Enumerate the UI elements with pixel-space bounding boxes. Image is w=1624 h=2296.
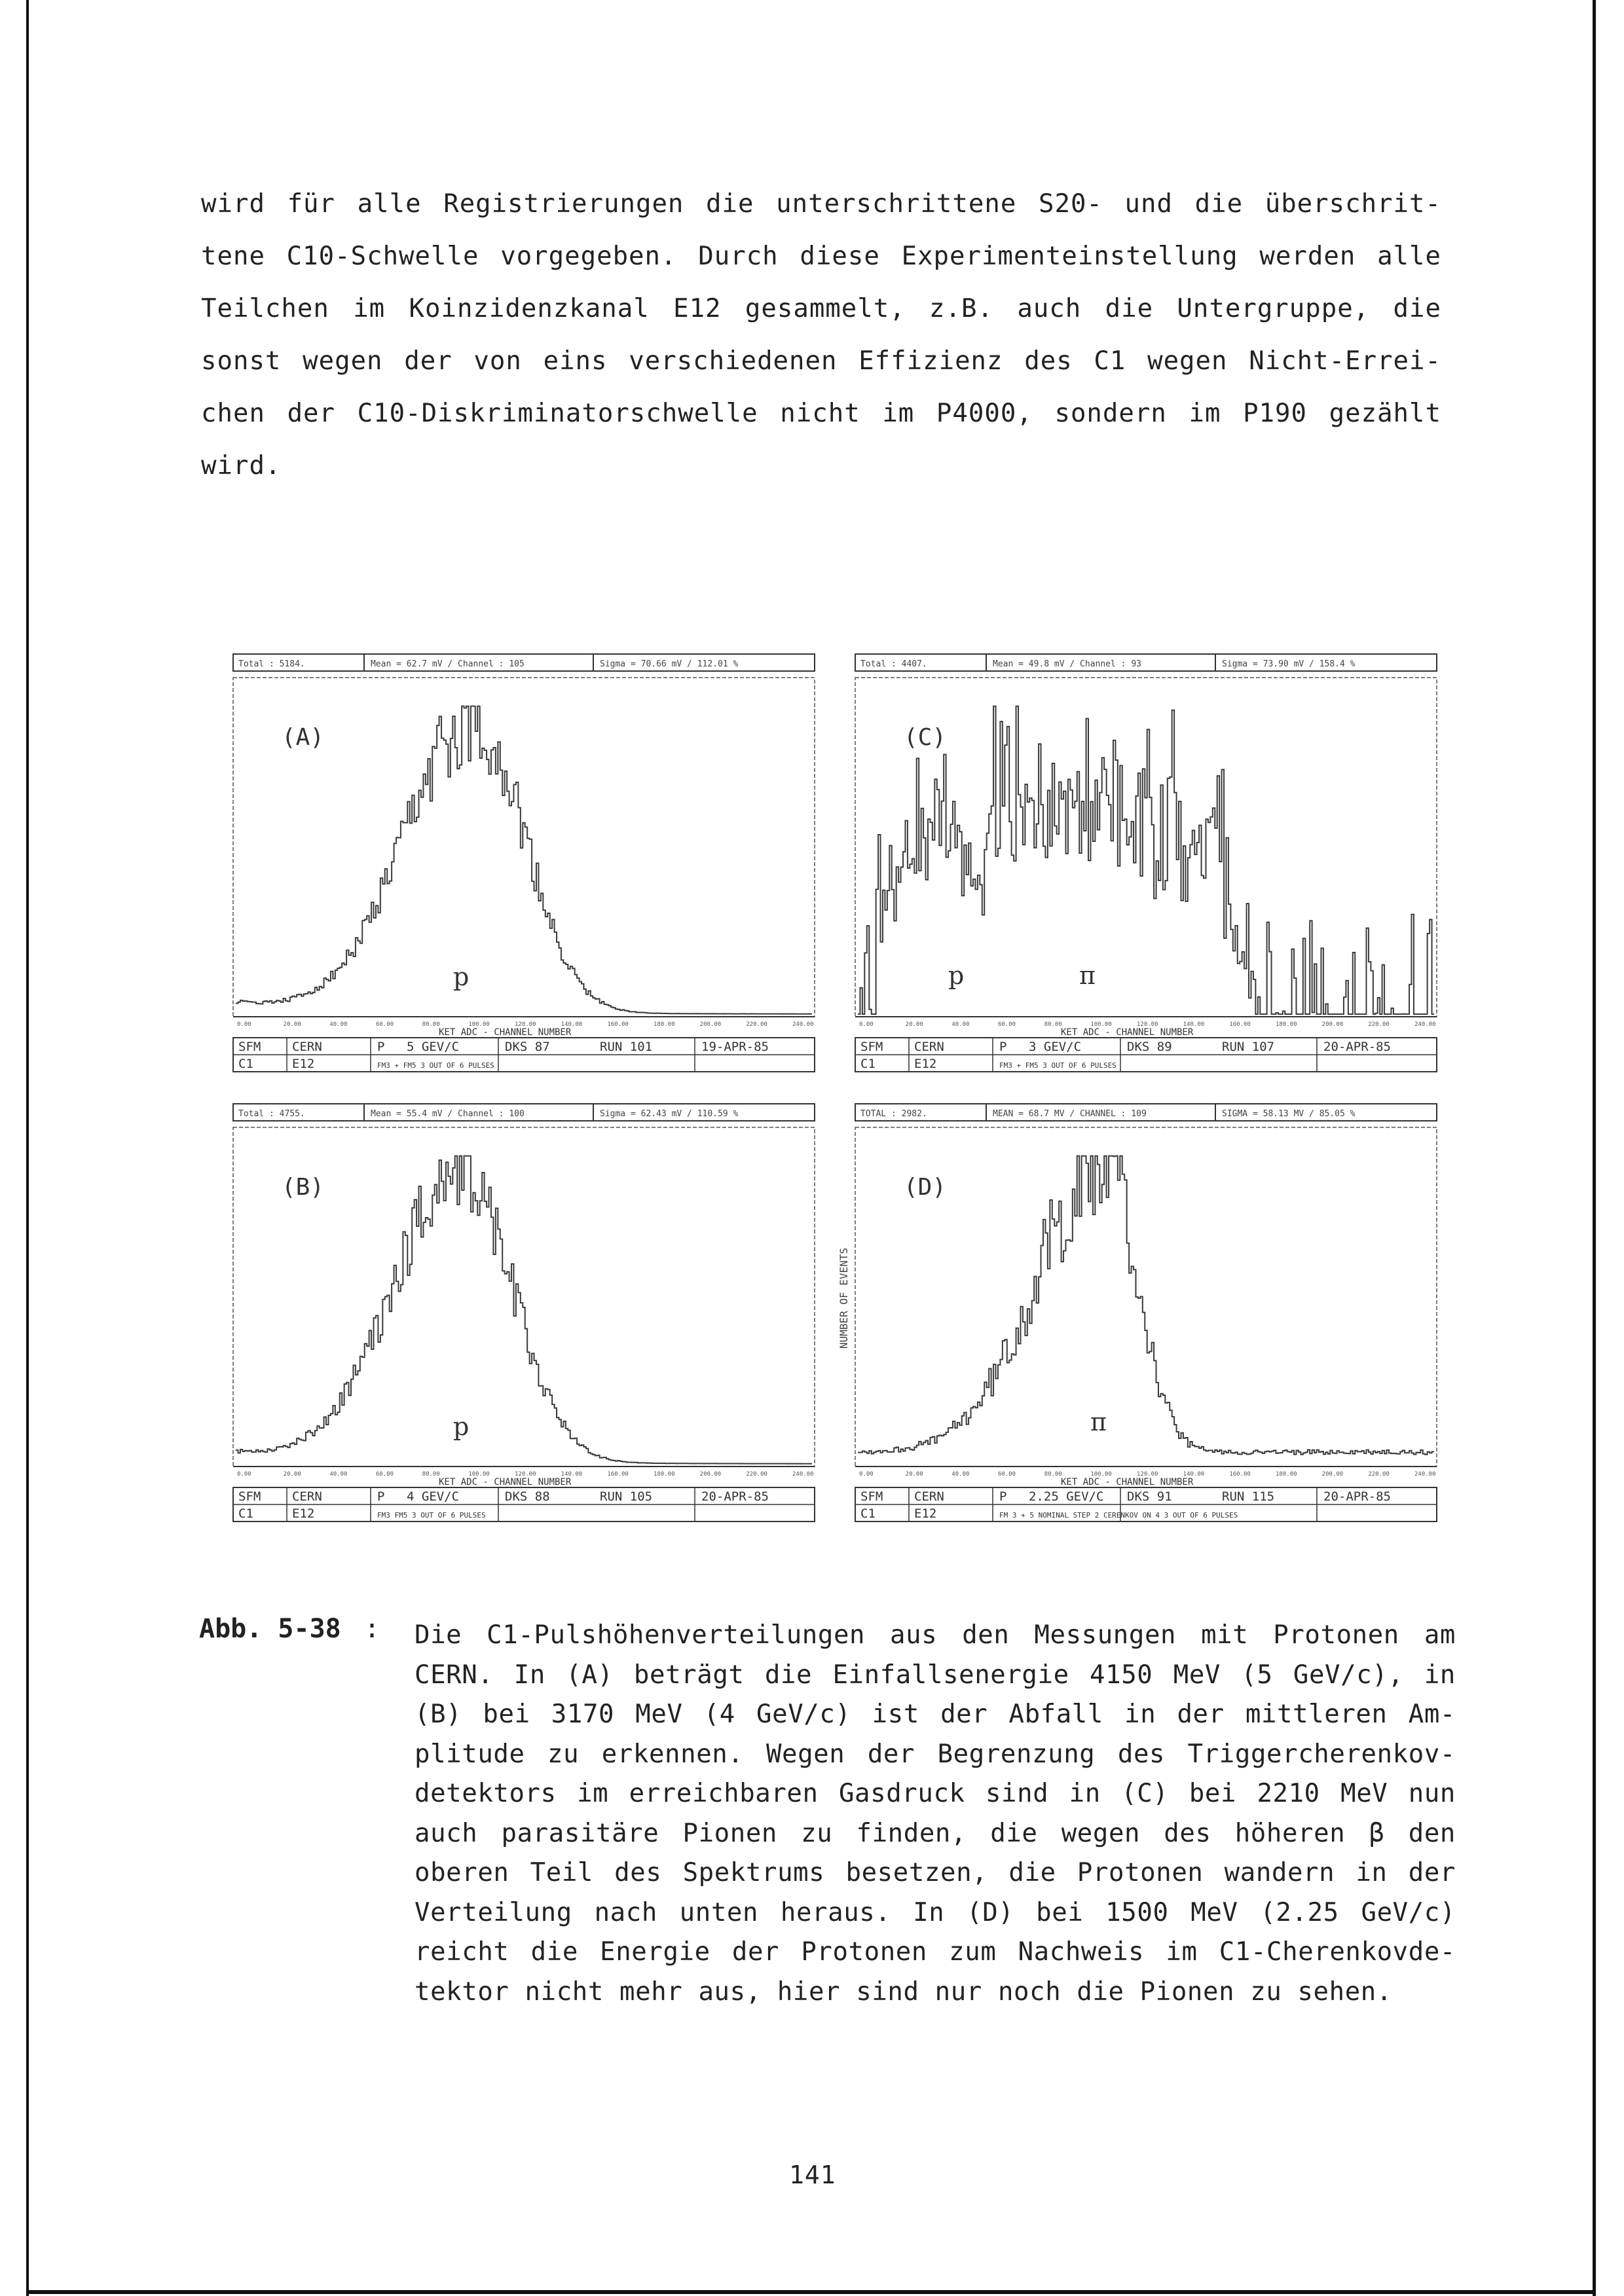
info-cell: 3 GEV/C [1029, 1040, 1082, 1054]
x-tick-label: 160.00 [607, 1471, 629, 1478]
x-tick-label: 20.00 [905, 1471, 923, 1478]
header-field: Mean = 49.8 mV / Channel : 93 [993, 659, 1141, 669]
page-border-bottom [26, 2290, 1596, 2294]
x-tick-label: 240.00 [792, 1471, 814, 1478]
x-tick-label: 200.00 [1321, 1021, 1344, 1028]
x-tick-label: 160.00 [1229, 1471, 1251, 1478]
x-tick-label: 140.00 [1183, 1021, 1205, 1028]
x-tick-label: 160.00 [1229, 1021, 1251, 1028]
header-field: Total : 5184. [238, 659, 305, 669]
x-tick-label: 220.00 [1368, 1021, 1390, 1028]
info-cell: RUN 105 [600, 1489, 653, 1504]
x-axis-title: KET ADC - CHANNEL NUMBER [439, 1027, 572, 1038]
x-tick-label: 80.00 [1044, 1021, 1062, 1028]
x-tick-label: 240.00 [1414, 1021, 1436, 1028]
histogram-svg [838, 1100, 1441, 1525]
panel-label: (C) [904, 724, 947, 751]
x-tick-label: 140.00 [1183, 1471, 1205, 1478]
info-cell: 20-APR-85 [1323, 1040, 1391, 1054]
caption-line: detektors im erreichbaren Gasdruck sind in (C) bei 2210 MeV nun [415, 1779, 1456, 1808]
info-cell: E12 [914, 1057, 937, 1071]
x-tick-label: 200.00 [699, 1021, 722, 1028]
histogram-svg [229, 1100, 819, 1525]
intro-line: wird. [201, 451, 282, 481]
page-border-left [26, 0, 29, 2296]
x-tick-label: 220.00 [746, 1021, 767, 1028]
info-cell: 2.25 GEV/C [1029, 1489, 1104, 1504]
caption-line: reicht die Energie der Protonen zum Nachweis im C1-Cherenkovde- [415, 1937, 1456, 1967]
intro-line: tene C10-Schwelle vorgegeben. Durch diese Experimenteinstellung werden alle [201, 242, 1441, 271]
x-tick-label: 160.00 [607, 1021, 629, 1028]
x-tick-label: 120.00 [1137, 1021, 1158, 1028]
panel-label: (D) [904, 1174, 947, 1201]
intro-line: wird für alle Registrierungen die unterschrittene S20- und die überschrit- [201, 189, 1441, 219]
histogram-panel-a [229, 650, 819, 1076]
x-tick-label: 80.00 [422, 1021, 440, 1028]
info-cell: P [377, 1489, 385, 1504]
x-tick-label: 180.00 [654, 1471, 675, 1478]
x-axis-title: KET ADC - CHANNEL NUMBER [439, 1477, 572, 1487]
info-cell: C1 [860, 1057, 876, 1071]
x-tick-label: 180.00 [654, 1021, 675, 1028]
x-tick-label: 40.00 [329, 1471, 348, 1478]
caption-label: Abb. 5-38 [199, 1614, 341, 1644]
header-field: SIGMA = 58.13 MV / 85.05 % [1222, 1109, 1356, 1119]
info-cell: 4 GEV/C [407, 1489, 460, 1504]
x-tick-label: 220.00 [746, 1471, 767, 1478]
x-tick-label: 20.00 [283, 1471, 301, 1478]
info-cell: CERN [292, 1489, 322, 1504]
x-tick-label: 100.00 [468, 1021, 490, 1028]
info-cell: E12 [292, 1506, 315, 1521]
x-tick-label: 40.00 [951, 1021, 970, 1028]
x-tick-label: 0.00 [237, 1021, 251, 1028]
info-cell: E12 [292, 1057, 315, 1071]
histogram-trace [236, 706, 812, 1014]
x-tick-label: 0.00 [859, 1021, 874, 1028]
info-cell: E12 [914, 1506, 937, 1521]
x-tick-label: 0.00 [859, 1471, 874, 1478]
intro-line: sonst wegen der von eins verschiedenen Effizienz des C1 wegen Nicht-Errei- [201, 346, 1441, 376]
particle-label: p [453, 1412, 470, 1441]
caption-line: Verteilung nach unten heraus. In (D) bei 1500 MeV (2.25 GeV/c) [415, 1897, 1456, 1927]
histogram-trace [236, 1156, 812, 1464]
info-cell: FM3 + FM5 3 OUT OF 6 PULSES [999, 1061, 1116, 1070]
histogram-panel-c [851, 650, 1441, 1076]
header-field: Mean = 62.7 mV / Channel : 105 [371, 659, 525, 669]
header-field: Sigma = 70.66 mV / 112.01 % [600, 659, 739, 669]
x-tick-label: 100.00 [468, 1471, 490, 1478]
x-tick-label: 240.00 [1414, 1471, 1436, 1478]
header-field: Total : 4755. [238, 1109, 305, 1119]
x-tick-label: 120.00 [515, 1021, 536, 1028]
info-cell: C1 [238, 1057, 253, 1071]
x-tick-label: 20.00 [905, 1021, 923, 1028]
histogram-svg [229, 650, 819, 1076]
x-tick-label: 120.00 [515, 1471, 536, 1478]
x-tick-label: 140.00 [561, 1471, 583, 1478]
particle-label: π [1079, 961, 1096, 990]
x-tick-label: 60.00 [376, 1021, 394, 1028]
x-tick-label: 80.00 [422, 1471, 440, 1478]
x-tick-label: 240.00 [792, 1021, 814, 1028]
x-tick-label: 40.00 [951, 1471, 970, 1478]
caption-line: oberen Teil des Spektrums besetzen, die Protonen wandern in der [415, 1858, 1456, 1887]
caption-line: tektor nicht mehr aus, hier sind nur noch die Pionen zu sehen. [415, 1977, 1392, 2007]
info-cell: P [377, 1040, 385, 1054]
info-cell: P [999, 1040, 1007, 1054]
info-cell: C1 [860, 1506, 876, 1521]
x-tick-label: 80.00 [1044, 1471, 1062, 1478]
page-number: 141 [789, 2160, 836, 2189]
caption-line: CERN. In (A) beträgt die Einfallsenergie 4150 MeV (5 GeV/c), in [415, 1660, 1456, 1690]
x-tick-label: 200.00 [1321, 1471, 1344, 1478]
info-cell: RUN 115 [1222, 1489, 1275, 1504]
x-tick-label: 100.00 [1090, 1471, 1112, 1478]
histogram-panel-d [838, 1100, 1441, 1525]
info-cell: FM3 FM5 3 OUT OF 6 PULSES [377, 1511, 486, 1520]
x-tick-label: 60.00 [998, 1021, 1016, 1028]
x-tick-label: 20.00 [283, 1021, 301, 1028]
header-field: Sigma = 73.90 mV / 158.4 % [1222, 659, 1356, 669]
x-tick-label: 100.00 [1090, 1021, 1112, 1028]
info-cell: 20-APR-85 [701, 1489, 769, 1504]
info-cell: SFM [860, 1489, 883, 1504]
figure-histograms [223, 645, 1441, 1532]
info-cell: DKS 91 [1127, 1489, 1172, 1504]
x-axis-title: KET ADC - CHANNEL NUMBER [1061, 1027, 1194, 1038]
info-cell: P [999, 1489, 1007, 1504]
header-field: MEAN = 68.7 MV / CHANNEL : 109 [993, 1109, 1147, 1119]
x-tick-label: 40.00 [329, 1021, 348, 1028]
header-field: Sigma = 62.43 mV / 110.59 % [600, 1109, 739, 1119]
panel-label: (B) [282, 1174, 325, 1201]
info-cell: 20-APR-85 [1323, 1489, 1391, 1504]
x-tick-label: 140.00 [561, 1021, 583, 1028]
header-field: Total : 4407. [860, 659, 927, 669]
header-field: TOTAL : 2982. [860, 1109, 927, 1119]
x-tick-label: 60.00 [998, 1471, 1016, 1478]
figure-caption [415, 1616, 1456, 2012]
info-cell: DKS 87 [505, 1040, 550, 1054]
info-cell: 19-APR-85 [701, 1040, 769, 1054]
caption-line: Die C1-Pulshöhenverteilungen aus den Messungen mit Protonen am [415, 1620, 1456, 1650]
particle-label: p [453, 962, 470, 991]
intro-line: Teilchen im Koinzidenzkanal E12 gesammelt, z.B. auch die Untergruppe, die [201, 294, 1441, 323]
info-cell: DKS 89 [1127, 1040, 1172, 1054]
info-cell: 5 GEV/C [407, 1040, 460, 1054]
info-cell: C1 [238, 1506, 253, 1521]
x-tick-label: 180.00 [1276, 1471, 1297, 1478]
x-tick-label: 120.00 [1137, 1471, 1158, 1478]
panel-label: (A) [282, 724, 325, 751]
info-cell: CERN [914, 1489, 944, 1504]
caption-line: plitude zu erkennen. Wegen der Begrenzung des Triggercherenkov- [415, 1739, 1456, 1769]
histogram-panel-b [229, 1100, 819, 1525]
x-tick-label: 200.00 [699, 1471, 722, 1478]
x-tick-label: 60.00 [376, 1471, 394, 1478]
header-field: Mean = 55.4 mV / Channel : 100 [371, 1109, 525, 1119]
intro-line: chen der C10-Diskriminatorschwelle nicht im P4000, sondern im P190 gezählt [201, 399, 1441, 428]
x-tick-label: 220.00 [1368, 1471, 1390, 1478]
info-cell: FM 3 + 5 NOMINAL STEP 2 CERENKOV ON 4 3 OUT OF 6 PULSES [999, 1511, 1238, 1520]
x-axis-title: KET ADC - CHANNEL NUMBER [1061, 1477, 1194, 1487]
info-cell: CERN [292, 1040, 322, 1054]
info-cell: SFM [238, 1489, 261, 1504]
info-cell: CERN [914, 1040, 944, 1054]
info-cell: DKS 88 [505, 1489, 550, 1504]
histogram-svg [851, 650, 1441, 1076]
caption-line: (B) bei 3170 MeV (4 GeV/c) ist der Abfall in der mittleren Am- [415, 1700, 1456, 1729]
x-tick-label: 180.00 [1276, 1021, 1297, 1028]
info-cell: RUN 101 [600, 1040, 653, 1054]
info-cell: SFM [238, 1040, 261, 1054]
page-border-right [1593, 0, 1596, 2296]
info-cell: FM3 + FM5 3 OUT OF 6 PULSES [377, 1061, 494, 1070]
intro-paragraph [201, 178, 1441, 492]
info-cell: SFM [860, 1040, 883, 1054]
y-axis-title: NUMBER OF EVENTS [838, 1247, 850, 1349]
histogram-trace [858, 706, 1434, 1014]
particle-label: p [948, 961, 965, 990]
caption-colon: : [364, 1614, 380, 1644]
histogram-trace [858, 1156, 1434, 1455]
caption-line: auch parasitäre Pionen zu finden, die wegen des höheren β den [415, 1818, 1456, 1848]
info-cell: RUN 107 [1222, 1040, 1275, 1054]
x-tick-label: 0.00 [237, 1471, 251, 1478]
particle-label: π [1090, 1408, 1107, 1436]
